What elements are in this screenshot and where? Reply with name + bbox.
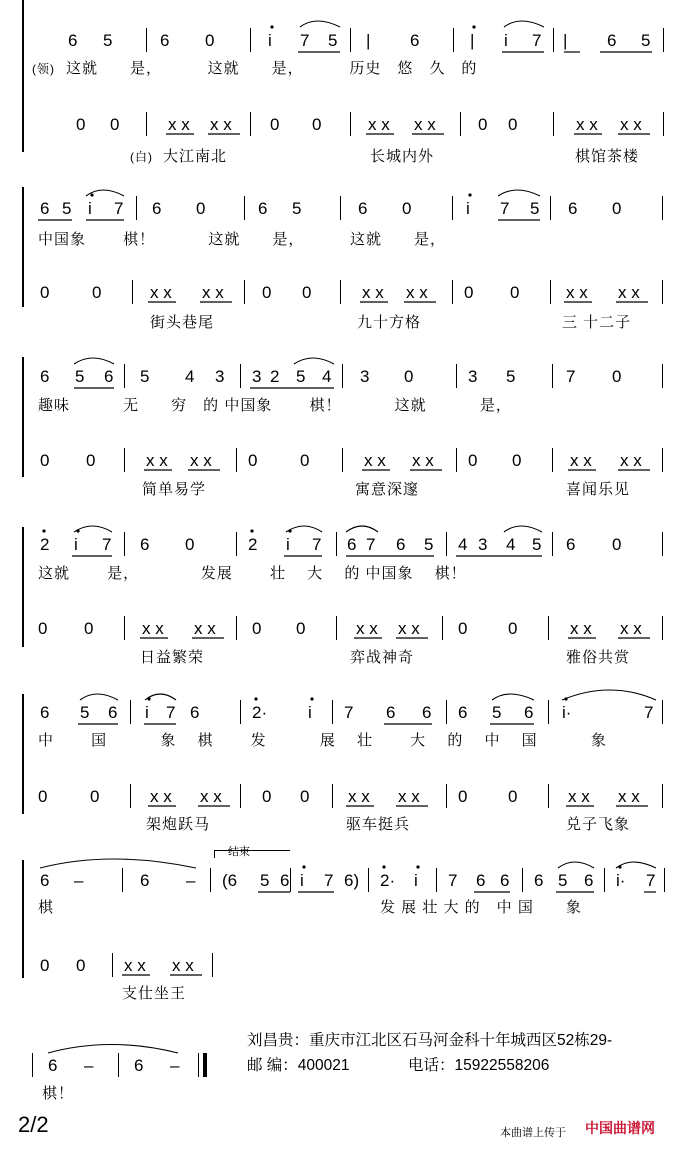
note: 2 [40,535,50,554]
note: i [145,703,149,722]
rhythm-beat: x x [576,115,598,134]
rest: 0 [302,283,312,302]
note: 6 [386,703,396,722]
rest: 0 [262,787,272,806]
spoken-prefix: (白) [130,150,153,164]
note: – [170,1056,180,1075]
contact-postcode: 邮 编：400021 [247,1057,350,1074]
note: (6 [222,871,238,890]
page-number: 2/2 [18,1112,49,1137]
rest: 0 [40,956,50,975]
rhythm-beat: x x [356,619,378,638]
note: 0 [185,535,195,554]
rhythm-beat: x x [568,787,590,806]
note: 2· [252,703,268,722]
rhythm-beat: x x [620,451,642,470]
rest: 0 [270,115,280,134]
lyric-text: 中国象 棋！ 这就 是， 这就 是， [38,231,447,248]
rest: 0 [468,451,478,470]
rhythm-beat: x x [200,787,222,806]
note: | [470,31,475,50]
rest: 0 [458,619,468,638]
rest: 0 [300,451,310,470]
note: i [466,199,470,218]
note: 5 [296,367,306,386]
note: 0 [402,199,412,218]
rhythm-beat: x x [168,115,190,134]
note: 4 [458,535,468,554]
spoken-text: 支仕坐王 [122,985,187,1002]
note: 7 [532,31,542,50]
rest: 0 [296,619,306,638]
note: 5 [530,199,540,218]
note: 5 [506,367,516,386]
note: 5 [532,535,542,554]
note: 7 [166,703,176,722]
rhythm-beat: x x [146,451,168,470]
rhythm-beat: x x [414,115,436,134]
spoken-text: 棋馆茶楼 [575,148,640,165]
note: 6 [534,871,544,890]
spoken-text: 三 十二子 [562,314,632,331]
note: 5 [260,871,270,890]
note: 7 [312,535,322,554]
rhythm-beat: x x [150,283,172,302]
rest: 0 [110,115,120,134]
note: 6 [458,703,468,722]
note: 0 [404,367,414,386]
rhythm-beat: x x [620,115,642,134]
rhythm-beat: x x [142,619,164,638]
note: 0 [196,199,206,218]
note: – [84,1056,94,1075]
lyric-text: 这就 是， 发展 壮 大 的 中国象 棋！ [38,565,467,582]
note: i [308,703,312,722]
rest: 0 [38,787,48,806]
rhythm-beat: x x [150,787,172,806]
note: 7 [566,367,576,386]
note: 6 [347,535,357,554]
note: 7 [500,199,510,218]
note: 6 [358,199,368,218]
note: 5 [641,31,651,50]
lyric-text: 棋 [38,899,55,916]
note: 7 [344,703,354,722]
note: i [504,31,508,50]
lyric-prefix: (领) [32,62,55,76]
lyric-text: 发 展 壮 大 的 中 国 象 [380,899,582,916]
spoken-text: 街头巷尾 [150,314,215,331]
spoken-text: 寓意深邃 [355,481,420,498]
note: 6 [40,703,50,722]
rhythm-beat: x x [570,451,592,470]
note: 7 [300,31,310,50]
note: 6 [422,703,432,722]
note: 6 [48,1056,58,1075]
rest: 0 [508,115,518,134]
spoken-text: 雅俗共赏 [566,649,631,666]
note: 6 [40,871,50,890]
note: 3 [252,367,262,386]
note: 6 [568,199,578,218]
note: | [366,31,371,50]
rhythm-beat: x x [210,115,232,134]
lyric-text: 棋！ [42,1085,75,1102]
rest: 0 [92,283,102,302]
lyric-text: 趣味 无 穷 的 中国象 棋！ 这就 是， [38,397,512,414]
spoken-text: 喜闻乐见 [566,481,631,498]
rest: 0 [86,451,96,470]
rest: 0 [478,115,488,134]
note: 6 [108,703,118,722]
rest: 0 [508,787,518,806]
note: 3 [478,535,488,554]
note: 5 [328,31,338,50]
rhythm-beat: x x [406,283,428,302]
rest: 0 [510,283,520,302]
note: 5 [103,31,113,50]
note: 7 [644,703,654,722]
spoken-text: 兑子飞象 [566,816,631,833]
note: i [414,871,418,890]
note: 6 [607,31,617,50]
spoken-text: 日益繁荣 [140,649,205,666]
note: i [88,199,92,218]
rest: 0 [40,451,50,470]
rest: 0 [76,956,86,975]
rest: 0 [40,283,50,302]
upload-note: 本曲谱上传于 [500,1127,566,1139]
note: 6 [40,367,50,386]
site-logo: 中国曲谱网 [585,1120,655,1136]
note: | [563,31,568,50]
spoken-text: 驱车挺兵 [346,816,411,833]
note: 5 [140,367,150,386]
rest: 0 [252,619,262,638]
rhythm-beat: x x [398,619,420,638]
rest: 0 [90,787,100,806]
contact-address: 刘昌贵：重庆市江北区石马河金科十年城西区52栋29- [247,1032,613,1049]
note: 4 [322,367,332,386]
note: 5 [80,703,90,722]
rhythm-beat: x x [570,619,592,638]
rest: 0 [464,283,474,302]
note: 3 [360,367,370,386]
rest: 0 [458,787,468,806]
note: 6 [104,367,114,386]
note: 0 [205,31,215,50]
note: 6 [524,703,534,722]
rhythm-beat: x x [194,619,216,638]
note: 6 [476,871,486,890]
note: 0 [612,199,622,218]
note: 5 [62,199,72,218]
rhythm-beat: x x [348,787,370,806]
note: 7 [646,871,656,890]
spoken-text: 弈战神奇 [350,649,415,666]
note: 5 [292,199,302,218]
rhythm-beat: x x [172,956,194,975]
note: 3 [468,367,478,386]
rhythm-beat: x x [124,956,146,975]
rhythm-beat: x x [398,787,420,806]
rest: 0 [300,787,310,806]
note: 6 [396,535,406,554]
note: 0 [612,367,622,386]
rest: 0 [262,283,272,302]
note: i [286,535,290,554]
note: 3 [215,367,225,386]
note: 7 [448,871,458,890]
note: 5 [75,367,85,386]
note: 5 [492,703,502,722]
note: 6 [190,703,200,722]
note: 6) [344,871,360,890]
note: 6 [500,871,510,890]
note: 7 [114,199,124,218]
note: 2· [380,871,396,890]
note: 6 [140,535,150,554]
note: – [74,871,84,890]
spoken-text: 长城内外 [370,148,435,165]
rest: 0 [508,619,518,638]
rhythm-beat: x x [202,283,224,302]
spoken-text: 简单易学 [142,481,207,498]
note: 6 [68,31,78,50]
note: i [268,31,272,50]
rhythm-beat: x x [618,787,640,806]
note: 6 [280,871,290,890]
note: i [300,871,304,890]
rhythm-beat: x x [190,451,212,470]
note: i· [562,703,572,722]
note: 2 [270,367,280,386]
rest: 0 [512,451,522,470]
note: 4 [185,367,195,386]
rhythm-beat: x x [620,619,642,638]
note: 6 [134,1056,144,1075]
spoken-text: 架炮跃马 [146,816,211,833]
rest: 0 [76,115,86,134]
rhythm-beat: x x [362,283,384,302]
note: 7 [102,535,112,554]
note: – [186,871,196,890]
note: 6 [566,535,576,554]
rest: 0 [248,451,258,470]
note: 2 [248,535,258,554]
note: i· [616,871,626,890]
note: 7 [366,535,376,554]
note: 6 [258,199,268,218]
spoken-text: 九十方格 [357,314,422,331]
contact-phone: 电话：15922558206 [408,1057,550,1074]
note: 0 [612,535,622,554]
note: i [74,535,78,554]
rhythm-beat: x x [618,283,640,302]
spoken-text: 大江南北 [163,148,228,165]
rest: 0 [84,619,94,638]
note: 7 [324,871,334,890]
ending-label: 结束 [228,846,250,858]
lyric-text: 这就 是， 这就 是， 历史 悠 久 的 [66,60,478,77]
rhythm-beat: x x [368,115,390,134]
note: 6 [152,199,162,218]
lyric-text: 中 国 象 棋 发 展 壮 大 的 中 国 象 [38,732,607,749]
note: 6 [584,871,594,890]
rhythm-beat: x x [364,451,386,470]
note: 6 [160,31,170,50]
note: 5 [424,535,434,554]
rest: 0 [38,619,48,638]
note: 6 [140,871,150,890]
note: 4 [506,535,516,554]
note: 6 [40,199,50,218]
rhythm-beat: x x [566,283,588,302]
note: 5 [558,871,568,890]
rest: 0 [312,115,322,134]
note: 6 [410,31,420,50]
rhythm-beat: x x [412,451,434,470]
